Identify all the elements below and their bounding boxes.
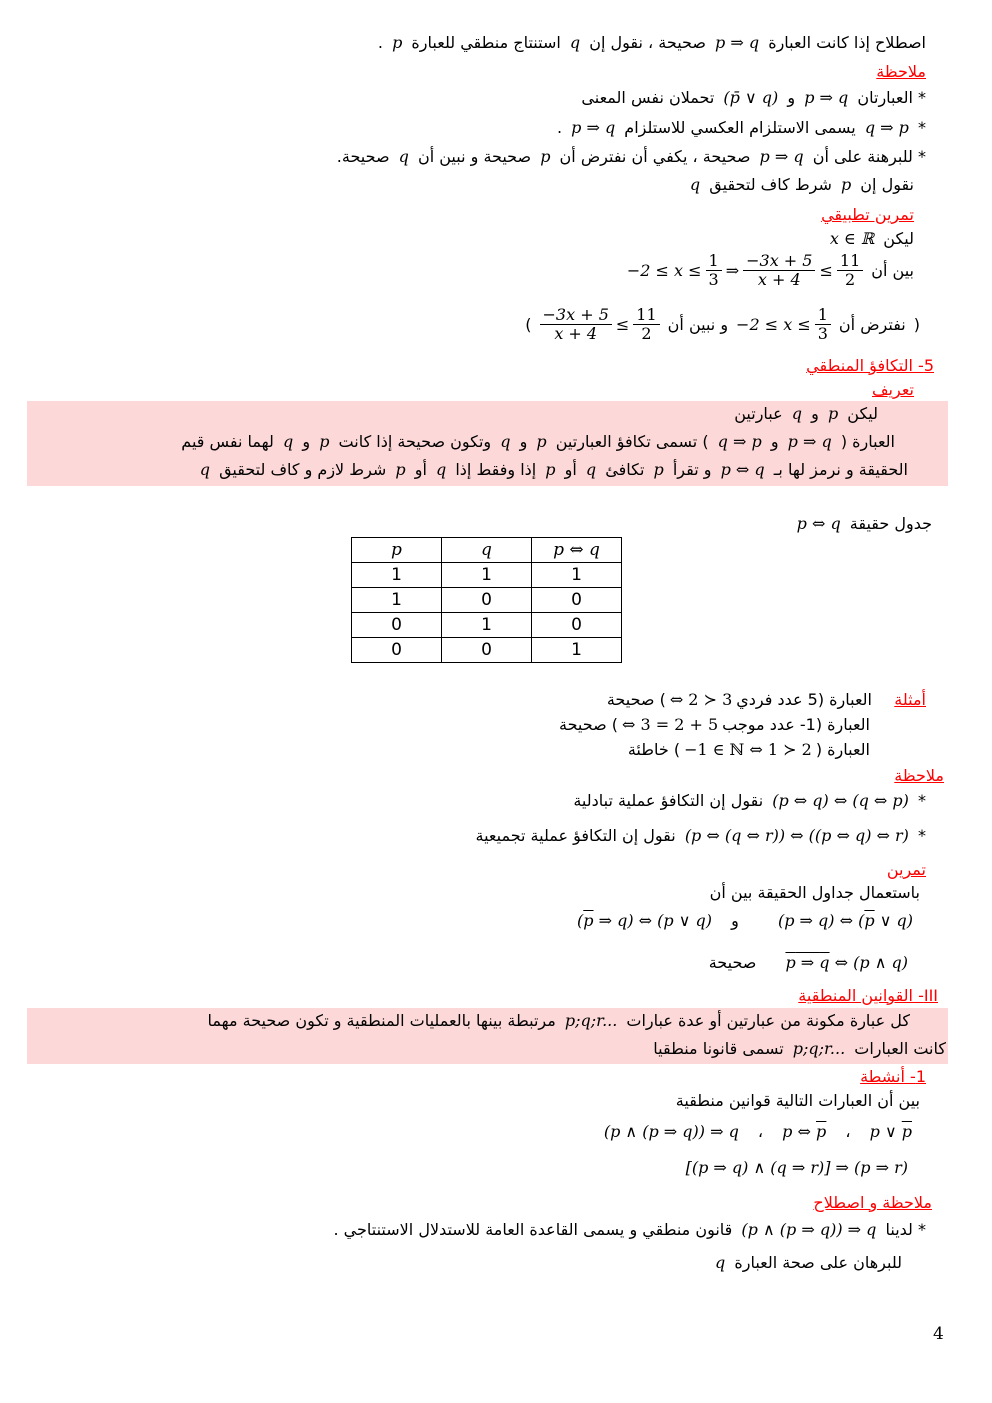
fraction: $\frac{-3x + 5}{x + 4}$ [540,306,612,344]
cell: 0 [442,638,532,663]
text: أو [564,460,577,479]
fraction: $\frac{1}{3}$ [706,252,722,290]
text: ) صحيحة [559,715,618,734]
text: و [302,432,311,451]
text: . [556,118,563,137]
text: الحقيقة و نرمز لها بـ [773,460,908,479]
header-cell: q [442,538,532,563]
activities-line-2 [682,1158,912,1177]
text: كل عبارة مكونة من عبارتين أو عدة عبارات [626,1011,910,1030]
def-line-2 [181,432,895,451]
math: q [283,432,294,451]
cell: 1 [352,563,442,588]
text: نقول إن التكافؤ عملية تجميعية [475,826,676,845]
truth-table [351,537,622,663]
section-3-heading: III- القوانين المنطقية [798,986,938,1005]
math: p ⇒ q [787,432,832,451]
text: ( [913,315,920,335]
law-double-negation: p ⇔ p [782,1122,827,1141]
math: ⇔ 3 = 2 + 5 [621,715,719,734]
note-heading: ملاحظة [876,62,926,81]
def-line-1 [734,404,878,423]
law-modus-ponens: (p ∧ (p ⇒ q)) ⇒ q [603,1122,739,1141]
law-syllogism: [(p ⇒ q) ∧ (q ⇒ r)] ⇒ (p ⇒ r) [685,1158,908,1177]
activities-intro: بين أن العبارات التالية قوانين منطقية [675,1091,920,1110]
math: p [653,460,664,479]
text: وتكون صحيحة إذا كانت [338,432,492,451]
example-1 [607,690,872,709]
math: p [840,175,852,194]
cell: 1 [442,613,532,638]
text: استنتاج منطقي للعبارة [411,33,561,52]
final-note-line-1 [334,1220,927,1239]
text: العبارة ( [815,740,870,759]
math: p [319,432,330,451]
text: العبارة (5 عدد فردي [736,690,872,709]
text: ) [525,315,532,335]
text: نقول إن التكافؤ عملية تبادلية [573,791,764,810]
math: (p̄ ∨ q) [723,88,779,107]
formula-3: p ⇒ q ⇔ (p ∧ q) [785,953,908,972]
math: p;q;r... [564,1011,618,1030]
let-line [826,229,914,248]
math: p [536,432,547,451]
def-line-3 [196,460,908,479]
text: صحيحة [708,953,757,972]
text: صحيحة ، نقول إن [589,33,706,52]
text: أو [414,460,427,479]
text: * العبارتان [857,88,926,107]
text: و [731,911,739,930]
math: q [436,460,447,479]
math: (p ⇔ q) ⇔ (q ⇔ p) [772,791,909,810]
math: ⇔ 2 ≻ 3 [669,690,733,709]
text: * لدينا [885,1220,926,1239]
commutative-line [573,791,926,810]
text: ) خاطئة [627,740,681,759]
cell: 0 [532,588,622,613]
math: q [585,460,597,479]
text: نقول إن [860,175,914,194]
math: p ⇒ q [759,147,804,166]
note-line-1 [581,88,926,107]
cell: 1 [442,563,532,588]
note-line-3 [337,147,926,166]
text: * [918,826,926,845]
math: p [395,460,406,479]
text: لهما نفس قيم [181,432,274,451]
header-cell: p [352,538,442,563]
math: (p ∧ (p ⇒ q)) ⇒ q [741,1220,877,1239]
exercise2-intro: باستعمال جداول الحقيقة بين أن [709,883,920,902]
hint-line [525,306,920,344]
cell: 0 [352,638,442,663]
formula-2: ($\overline{p}$ ⇒ q) ⇔ (p ∨ q) [577,911,713,930]
math: q [791,404,803,423]
text: ) صحيحة [606,690,666,709]
law-excluded-middle: p ∨ $\overline{p}$ [869,1122,912,1141]
text: شرط كاف لتحقيق [709,175,832,194]
text: صحيحة. [336,147,390,166]
math: p ⇒ q [804,88,849,107]
activities-line-1 [600,1122,916,1141]
math: q [500,432,511,451]
math: p ⇔ q [796,514,841,533]
text: * للبرهنة على أن [812,147,926,166]
separator: ، [757,1122,764,1141]
example-2 [559,715,870,734]
text: ليكن [883,229,914,248]
cell: 1 [532,638,622,663]
conclusion [540,306,660,344]
text: صحيحة و نبين أن [417,147,532,166]
final-note-line-2 [711,1253,902,1272]
text: العبارة ( [840,432,895,451]
math: −1 ∈ ℕ ⇔ 1 ≻ 2 [684,740,812,759]
cell: 0 [532,613,622,638]
math: q [689,175,701,194]
table-row [352,588,622,613]
activities-heading: 1- أنشطة [860,1067,926,1086]
math: q ⇒ p [864,118,909,137]
inequality [627,252,863,290]
formula-1: (p ⇒ q) ⇔ ($\overline{p}$ ∨ q) [777,911,913,930]
section-5-heading: 5- التكافؤ المنطقي [806,356,934,375]
text: * [918,791,926,810]
math: p [827,404,839,423]
text: و نبين أن [667,315,729,335]
truth-table-caption [793,514,932,533]
text: تحملان نفس المعنى [581,88,715,107]
text: شرط لازم و كاف لتحقيق [219,460,387,479]
text: صحيحة ، يكفي أن نفترض أن [559,147,751,166]
text: و [787,88,796,107]
exercise2-heading: تمرين [886,860,926,879]
math: q [714,1253,726,1272]
text: تكافئ [605,460,645,479]
exercise2-formulas [573,911,917,930]
text: يسمى الاستلزام العكسي للاستلزام [624,118,856,137]
math: p [392,33,403,52]
law-def-line-2 [653,1039,946,1058]
note-line-2 [557,118,926,137]
cell: 0 [442,588,532,613]
text: و [811,404,819,423]
header-cell: p ⇔ q [532,538,622,563]
text: ) تسمى تكافؤ العبارتين [555,432,709,451]
math: x ∈ ℝ [829,229,875,248]
table-header-row [352,538,622,563]
text: ليكن [847,404,878,423]
fraction: $\frac{11}{2}$ [633,306,659,344]
law-def-line-1 [207,1011,910,1030]
cell: 1 [532,563,622,588]
math: ≤ [819,261,833,281]
note2-heading: ملاحظة [894,766,944,785]
definition-heading: تعريف [871,380,914,399]
table-row [352,638,622,663]
examples-heading: أمثلة [894,690,926,709]
math: q [569,33,581,52]
term-line [378,33,926,52]
math: p [545,460,556,479]
table-row [352,613,622,638]
text: العبارة (1- عدد موجب [722,715,870,734]
math: p;q;r... [792,1039,846,1058]
math: p [540,147,551,166]
exercise-heading: تمرين تطبيقي [821,205,914,224]
text: * [918,118,926,137]
text: مرتبطة بينها بالعمليات المنطقية و تكون صحيحة مهما [207,1011,556,1030]
text: و تقرأ [672,460,712,479]
text: . [377,33,383,52]
text: إذا وفقط إذا [455,460,537,479]
text: بين أن [871,261,914,281]
math: ⇒ [725,261,740,281]
math: p ⇒ q [571,118,616,137]
fraction: $\frac{11}{2}$ [837,252,863,290]
text: و [519,432,528,451]
example-3 [628,740,870,759]
text: اصطلاح إذا كانت العبارة [768,33,926,52]
math: q [199,460,210,479]
text: قانون منطقي و يسمى القاعدة العامة للاستدلال الاستنتاجي . [333,1220,733,1239]
math: q [398,147,409,166]
separator: ، [845,1122,851,1141]
note-line-4 [686,175,914,194]
math: p ⇔ q [720,460,765,479]
text: و [770,432,779,451]
text: للبرهان على صحة العبارة [734,1253,902,1272]
fraction: $\frac{1}{3}$ [815,306,831,344]
fraction: $\frac{-3x + 5}{x + 4}$ [743,252,815,290]
range [736,306,831,344]
table-row [352,563,622,588]
math: −2 ≤ x ≤ [736,315,811,335]
final-note-heading: ملاحظة و اصطلاح [813,1193,932,1212]
math: p ⇒ q [715,33,760,52]
cell: 0 [352,613,442,638]
math: ≤ [615,315,630,335]
math: q ⇒ p [717,432,762,451]
show-line [627,252,914,290]
cell: 1 [352,588,442,613]
text: كانت العبارات [854,1039,946,1058]
page-number: 4 [933,1324,944,1344]
exercise2-formula-3 [709,953,912,972]
math: (p ⇔ (q ⇔ r)) ⇔ ((p ⇔ q) ⇔ r) [684,826,909,845]
text: نفترض أن [838,315,906,335]
text: تسمى قانونا منطقيا [653,1039,784,1058]
text: جدول حقيقة [849,514,932,533]
text: عبارتين [734,404,783,423]
associative-line [475,826,926,845]
math: −2 ≤ x ≤ [626,261,702,281]
